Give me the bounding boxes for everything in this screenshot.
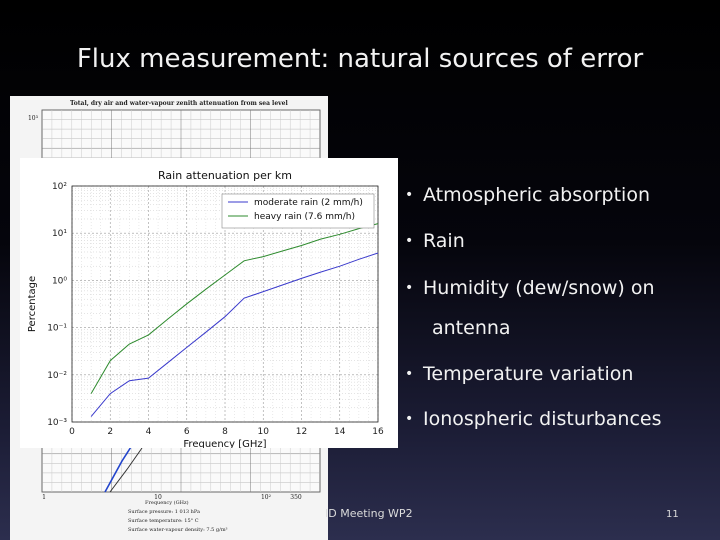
background-x-tick-label: 10² <box>260 494 272 501</box>
bullet-item <box>405 277 655 299</box>
background-chart-condition: Surface temperature: 15° C <box>128 518 199 524</box>
x-tick-label: 12 <box>295 427 308 437</box>
bullet-text: Rain <box>423 230 465 252</box>
background-chart-condition: Surface pressure: 1 013 hPa <box>128 509 200 515</box>
x-tick-label: 6 <box>183 427 190 437</box>
bullet-item <box>405 230 465 252</box>
x-axis-label: Frequency [GHz] <box>183 439 267 448</box>
bullet-item <box>405 363 633 385</box>
y-tick-label: 10² <box>51 182 67 192</box>
x-tick-label: 4 <box>145 427 152 437</box>
rain-attenuation-chart-svg <box>20 158 398 448</box>
bullet-text: Ionospheric disturbances <box>423 408 662 430</box>
bullet-item <box>405 184 650 206</box>
chart-title: Rain attenuation per km <box>158 169 292 182</box>
background-chart-title: Total, dry air and water-vapour zenith attenuation from sea level <box>70 100 288 107</box>
background-x-tick-label: 10 <box>154 494 162 501</box>
bullet-dot: • <box>405 280 414 296</box>
bullet-dot: • <box>405 233 414 249</box>
y-tick-label: 10⁻² <box>47 370 67 381</box>
background-chart-condition: Surface water-vapour density: 7.5 g/m³ <box>128 527 228 533</box>
bullet-text: Temperature variation <box>423 363 634 385</box>
slide-footer: ID Meeting WP2 <box>325 507 413 520</box>
background-x-tick-label: 1 <box>42 494 46 501</box>
background-chart-xlabel: Frequency (GHz) <box>145 500 189 506</box>
bullet-item <box>405 408 661 430</box>
bullet-dot: • <box>405 366 414 382</box>
y-tick-label: 10⁻¹ <box>47 323 67 334</box>
y-tick-label: 10⁰ <box>51 276 67 287</box>
bullet-text: Atmospheric absorption <box>423 184 651 206</box>
x-tick-label: 0 <box>69 427 75 437</box>
legend-label: heavy rain (7.6 mm/h) <box>254 212 356 222</box>
slide-title: Flux measurement: natural sources of error <box>76 44 644 74</box>
background-x-tick-label: 350 <box>290 494 302 501</box>
x-tick-label: 16 <box>372 427 384 437</box>
y-tick-label: 10⁻³ <box>47 418 67 428</box>
bullet-text: Humidity (dew/snow) on <box>423 277 655 299</box>
y-tick-label: 10¹ <box>51 229 67 240</box>
x-tick-label: 14 <box>334 427 346 437</box>
page-number: 11 <box>666 509 679 520</box>
x-tick-label: 2 <box>107 427 114 437</box>
bullet-dot: • <box>405 411 414 427</box>
x-tick-label: 10 <box>257 427 269 437</box>
rain-attenuation-chart <box>20 158 398 448</box>
x-tick-label: 8 <box>222 427 228 437</box>
legend-label: moderate rain (2 mm/h) <box>254 198 363 208</box>
bullet-text-continuation: antenna <box>432 317 511 339</box>
background-y-tick-label: 10³ <box>27 115 38 122</box>
y-axis-label: Percentage <box>27 275 38 333</box>
bullet-dot: • <box>405 187 414 203</box>
